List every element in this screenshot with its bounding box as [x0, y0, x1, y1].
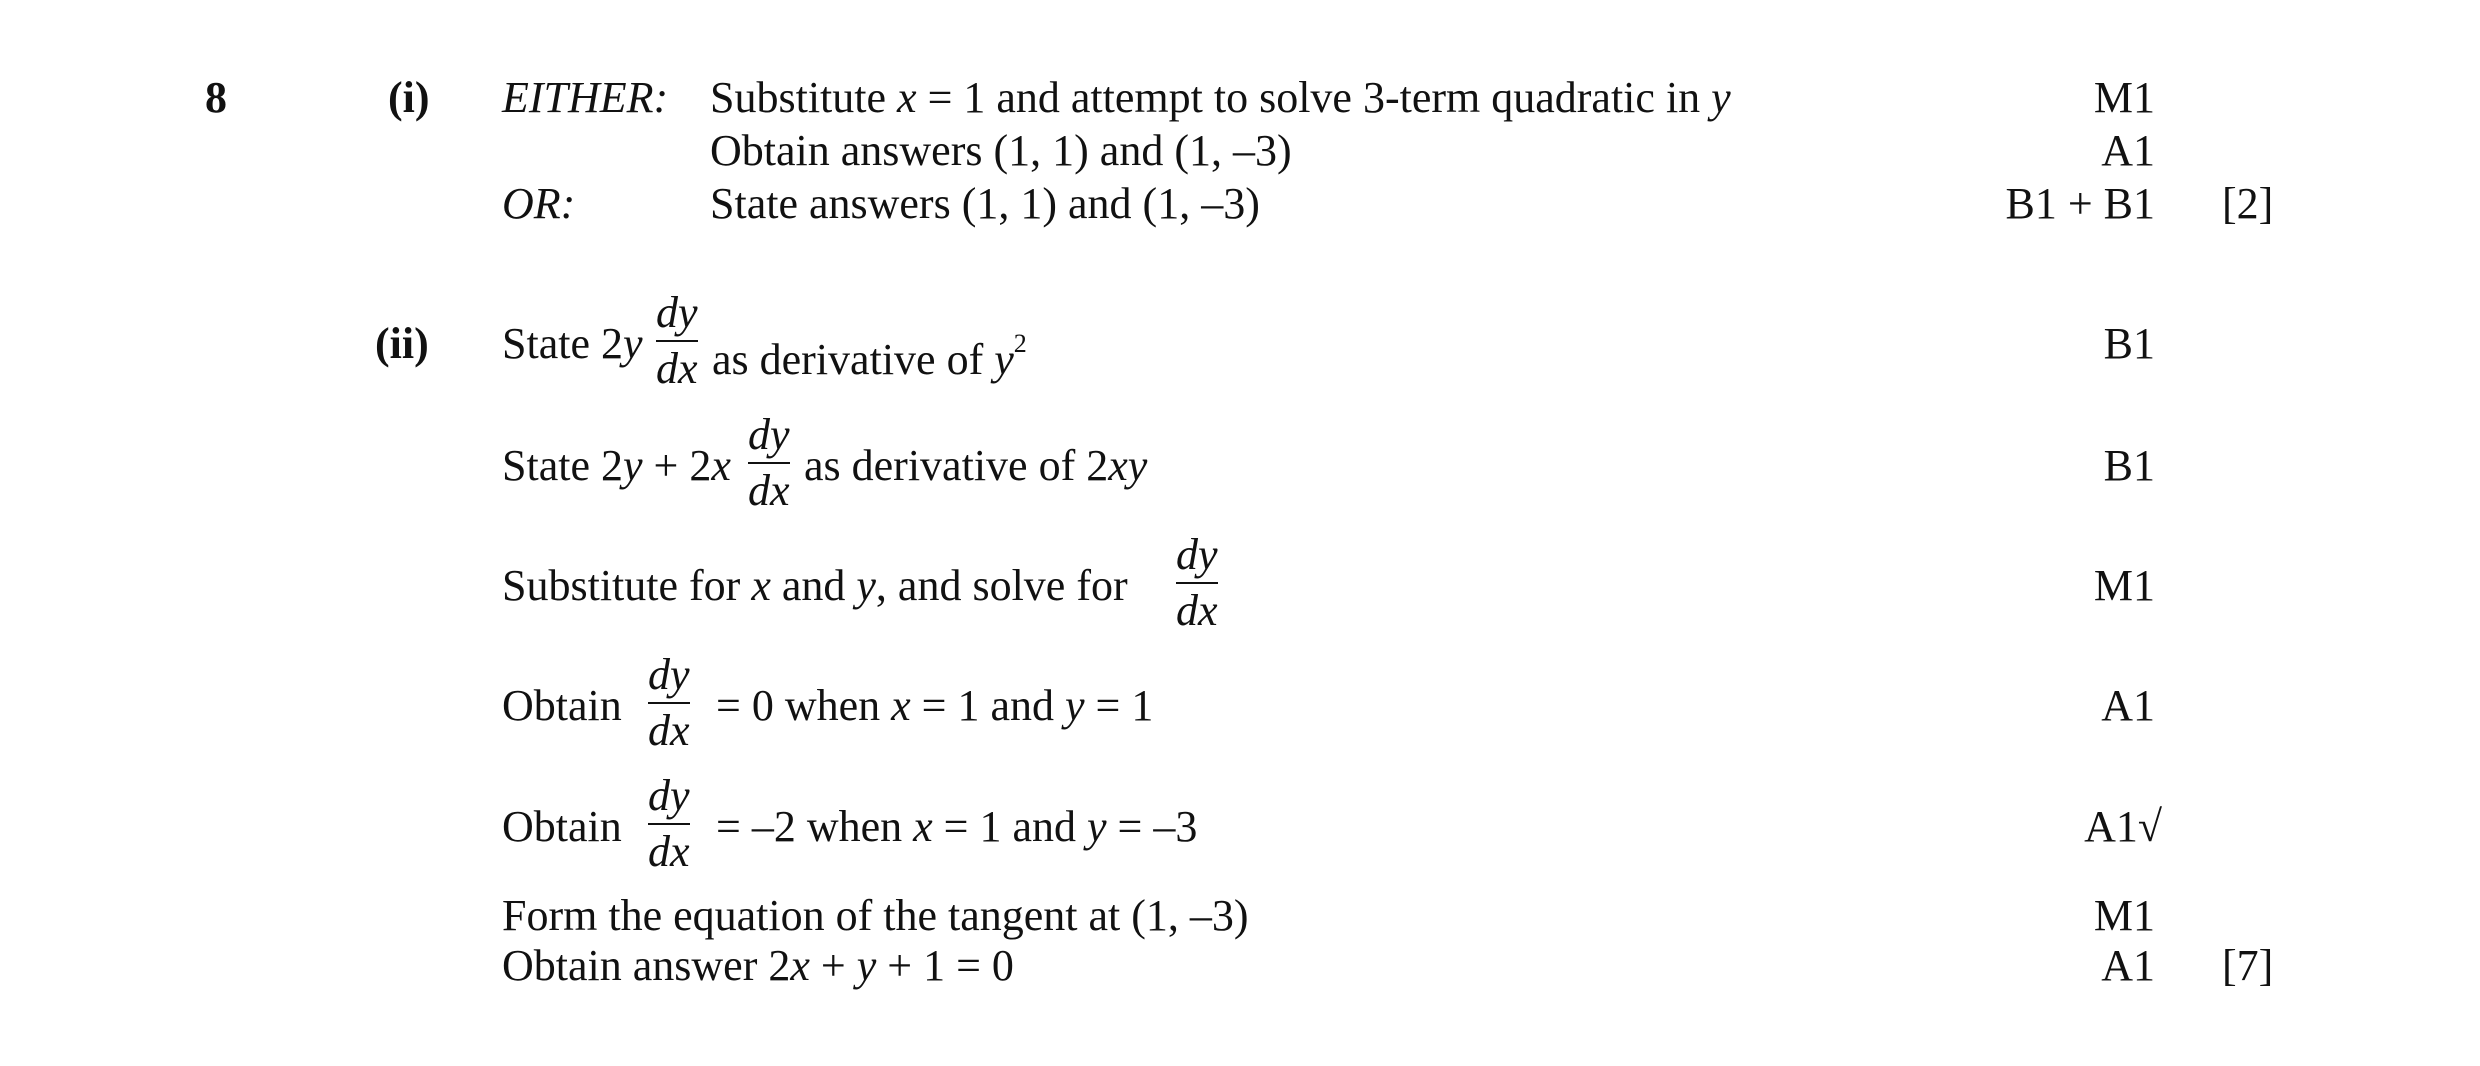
mark-ii-1: B1 — [2103, 319, 2155, 368]
mark-i-1: M1 — [2093, 73, 2155, 122]
mark-i-2: A1 — [2101, 126, 2155, 175]
fraction-dy-dx: dy dx — [656, 288, 698, 393]
total-i: [2] — [2222, 179, 2274, 228]
total-ii: [7] — [2222, 941, 2274, 990]
fraction-dy-dx: dy dx — [648, 771, 690, 876]
question-number: 8 — [205, 73, 227, 122]
mark-ii-3: M1 — [2093, 561, 2155, 610]
mark-i-3: B1 + B1 — [2005, 179, 2155, 228]
line-ii-5b: = –2 when x = 1 and y = –3 — [716, 802, 1198, 851]
or-label: OR: — [502, 179, 576, 228]
part-ii-label: (ii) — [375, 319, 429, 368]
either-label: EITHER: — [502, 73, 669, 122]
line-ii-5a: Obtain — [502, 802, 622, 851]
fraction-dy-dx: dy dx — [1176, 530, 1218, 635]
either-line-2: Obtain answers (1, 1) and (1, –3) — [710, 126, 1292, 175]
mark-ii-7: A1 — [2101, 941, 2155, 990]
mark-ii-5: A1√ — [2084, 802, 2162, 851]
line-ii-2a: State 2y + 2x — [502, 441, 731, 490]
line-ii-2b: as derivative of 2xy — [804, 441, 1148, 490]
either-line-1: Substitute x = 1 and attempt to solve 3-term quadratic in y — [710, 73, 1731, 122]
line-ii-1a: State 2y — [502, 319, 643, 368]
line-ii-1b: as derivative of $y^2$ — [712, 329, 1027, 384]
fraction-dy-dx: dy dx — [748, 410, 790, 515]
part-i-label: (i) — [388, 73, 430, 122]
or-line: State answers (1, 1) and (1, –3) — [710, 179, 1260, 228]
line-ii-3: Substitute for x and y, and solve for — [502, 561, 1128, 610]
mark-ii-2: B1 — [2103, 441, 2155, 490]
mark-ii-6: M1 — [2093, 891, 2155, 940]
line-ii-4a: Obtain — [502, 681, 622, 730]
mark-ii-4: A1 — [2101, 681, 2155, 730]
fraction-dy-dx: dy dx — [648, 650, 690, 755]
line-ii-4b: = 0 when x = 1 and y = 1 — [716, 681, 1154, 730]
line-ii-6: Form the equation of the tangent at (1, –3) — [502, 891, 1249, 940]
line-ii-7: Obtain answer 2x + y + 1 = 0 — [502, 941, 1014, 990]
